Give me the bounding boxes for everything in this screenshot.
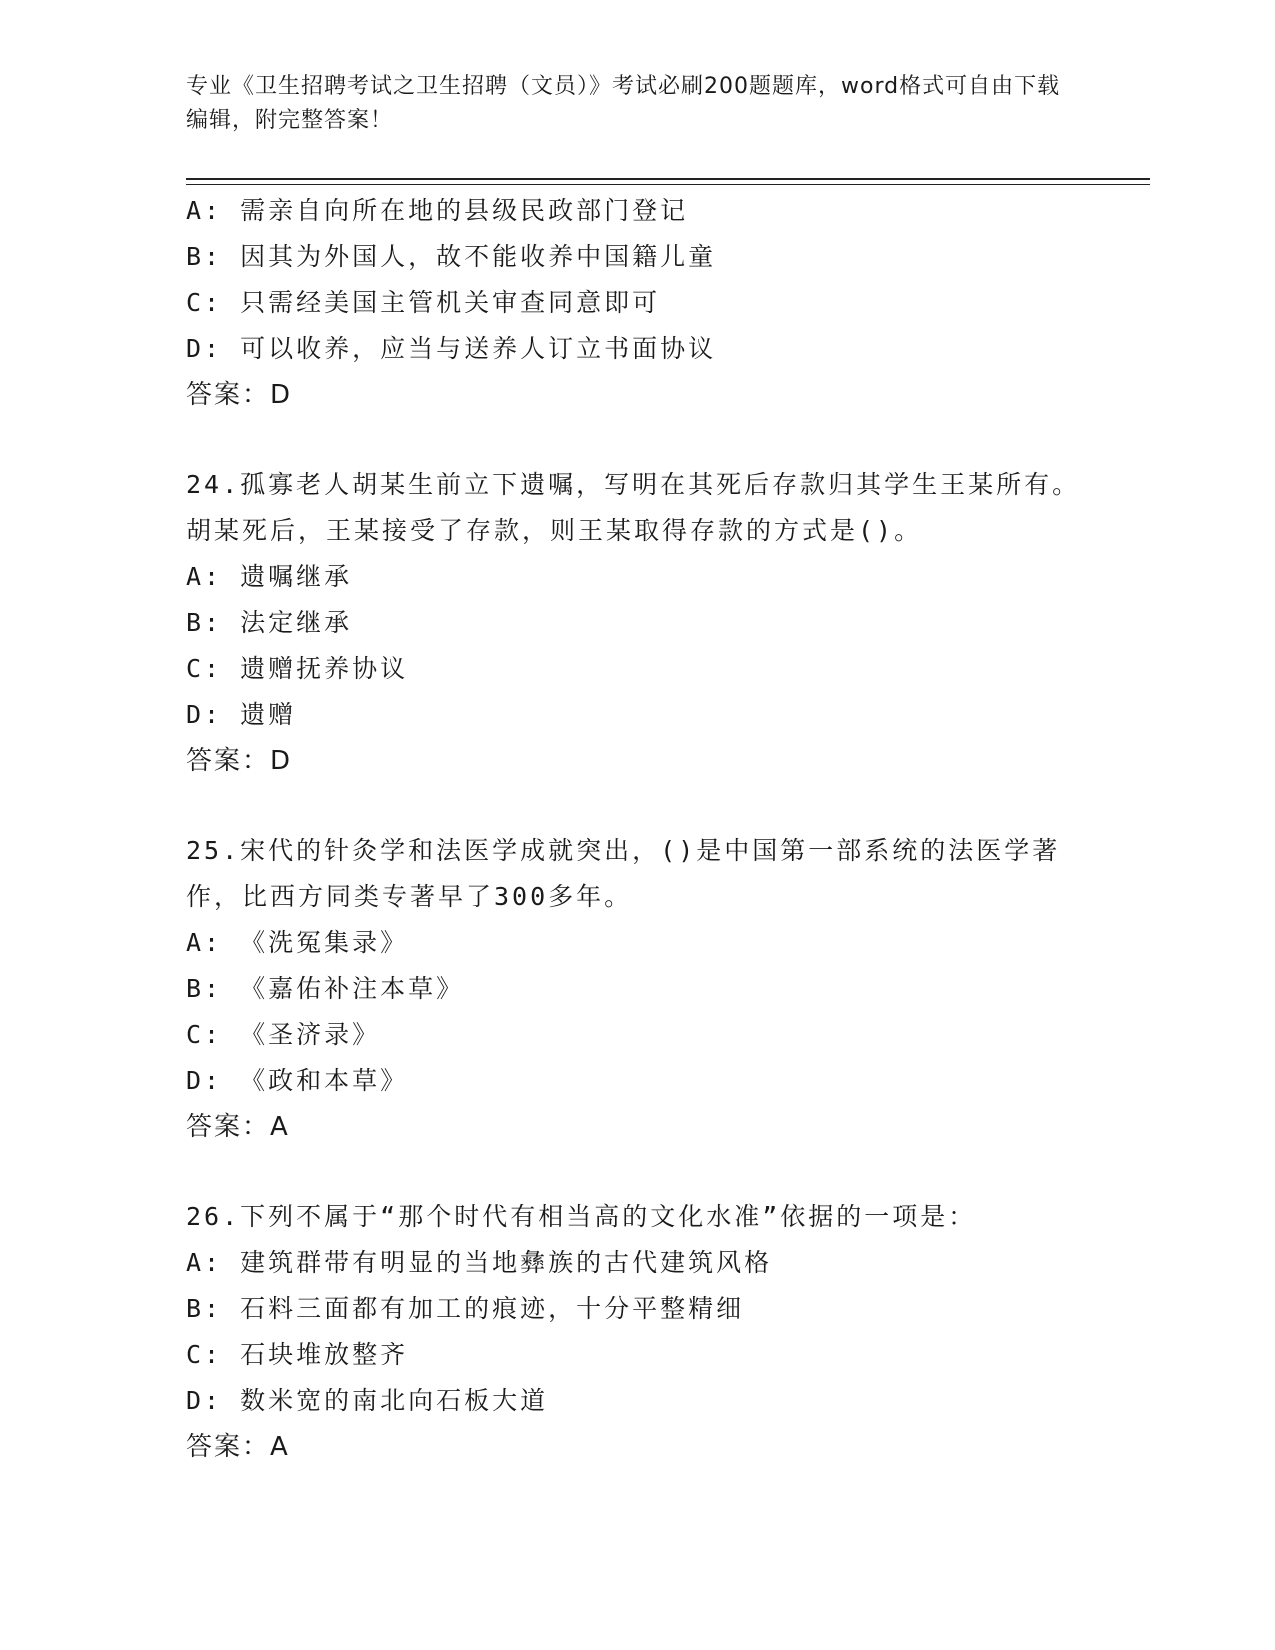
option-c: C: 只需经美国主管机关审查同意即可 bbox=[186, 288, 661, 317]
option-d: D: 可以收养，应当与送养人订立书面协议 bbox=[186, 334, 717, 363]
document-header: 专业《卫生招聘考试之卫生招聘（文员）》考试必刷200题题库，word格式可自由下载编辑，附完整答案！ bbox=[186, 74, 1061, 133]
option-b: B: 石料三面都有加工的痕迹，十分平整精细 bbox=[186, 1294, 745, 1323]
spacer bbox=[186, 418, 1086, 462]
option-a: A: 《洗冤集录》 bbox=[186, 928, 409, 957]
option-b: B: 法定继承 bbox=[186, 608, 353, 637]
header-divider-thin bbox=[186, 184, 1150, 185]
question-stem: 24.孤寡老人胡某生前立下遗嘱，写明在其死后存款归其学生王某所有。胡某死后，王某接受了存款，则王某取得存款的方式是()。 bbox=[186, 470, 1081, 545]
question-stem: 25.宋代的针灸学和法医学成就突出，()是中国第一部系统的法医学著作，比西方同类专著早了300多年。 bbox=[186, 836, 1061, 911]
option-d: D: 数米宽的南北向石板大道 bbox=[186, 1386, 549, 1415]
spacer bbox=[186, 784, 1086, 828]
prev-question-block bbox=[186, 188, 1086, 418]
answer-line: 答案：A bbox=[186, 1112, 290, 1142]
option-c: C: 石块堆放整齐 bbox=[186, 1340, 409, 1369]
spacer bbox=[186, 1150, 1086, 1194]
option-a: A: 建筑群带有明显的当地彝族的古代建筑风格 bbox=[186, 1248, 773, 1277]
question-25 bbox=[186, 828, 1086, 1150]
option-d: D: 《政和本草》 bbox=[186, 1066, 409, 1095]
answer-line: 答案：D bbox=[186, 380, 293, 410]
question-26 bbox=[186, 1194, 1086, 1470]
question-24 bbox=[186, 462, 1086, 784]
option-b: B: 《嘉佑补注本草》 bbox=[186, 974, 465, 1003]
option-c: C: 《圣济录》 bbox=[186, 1020, 381, 1049]
option-a: A: 需亲自向所在地的县级民政部门登记 bbox=[186, 196, 689, 225]
answer-line: 答案：A bbox=[186, 1432, 290, 1462]
option-a: A: 遗嘱继承 bbox=[186, 562, 353, 591]
header-divider-thick bbox=[186, 178, 1150, 180]
option-d: D: 遗赠 bbox=[186, 700, 297, 729]
option-b: B: 因其为外国人，故不能收养中国籍儿童 bbox=[186, 242, 717, 271]
option-c: C: 遗赠抚养协议 bbox=[186, 654, 409, 683]
question-content bbox=[186, 188, 1086, 1470]
question-stem: 26.下列不属于“那个时代有相当高的文化水准”依据的一项是： bbox=[186, 1202, 977, 1231]
answer-line: 答案：D bbox=[186, 746, 293, 776]
